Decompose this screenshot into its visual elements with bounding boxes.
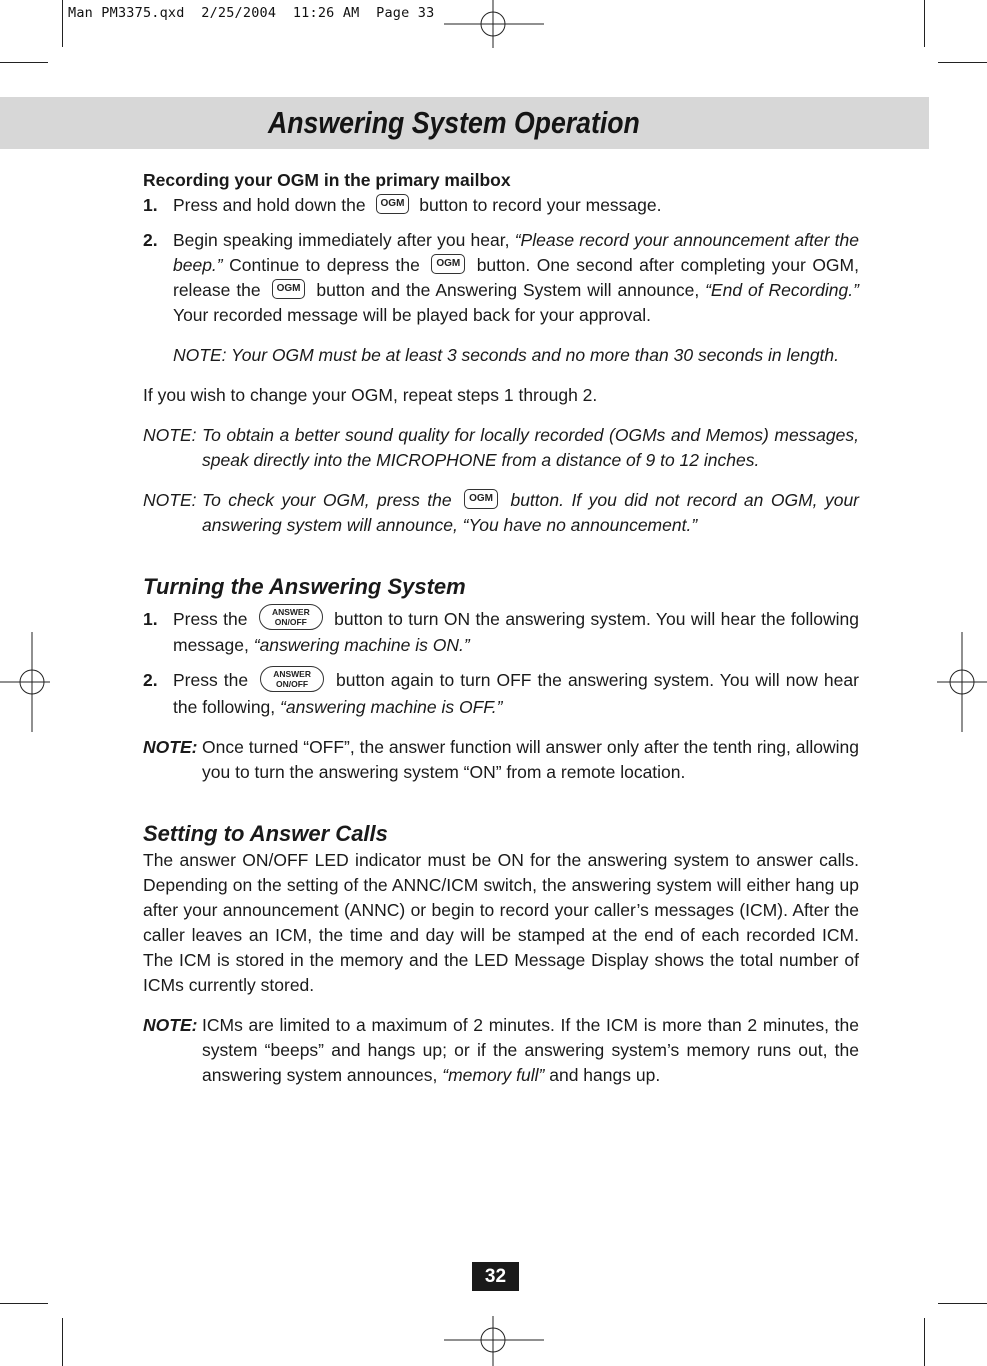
turning-step-2	[143, 668, 859, 719]
setting-body: The answer ON/OFF LED indicator must be ON for the answering system to answer calls. Depending on the setting of the ANNC/ICM switch, the answering system will either hang up after your announcement (ANNC) or begin to record your caller’s messages (ICM). After the caller leaves an ICM, the time and day will be stamped at the end of each recorded ICM. The ICM is stored in the memory and the LED Message Display shows the total number of ICMs currently stored.	[143, 849, 859, 995]
icm-limit-note: NOTE: ICMs are limited to a maximum of 2 minutes. If the ICM is more than 2 minutes, the system “beeps” and hangs up; or if the answering system’s memory runs out, the answering system announces, “memory full” and hangs up.	[143, 1014, 859, 1085]
step-text: Press the ANSWER ON/OFF button again to turn OFF the answering system. You will now hear the following, “answering machine is OFF.”	[173, 668, 859, 719]
crop-mark	[62, 0, 63, 47]
step-number: 1.	[143, 609, 158, 629]
ogm-length-note: NOTE: Your OGM must be at least 3 seconds and no more than 30 seconds in length.	[173, 345, 840, 365]
repeat-instruction: If you wish to change your OGM, repeat steps 1 through 2.	[143, 385, 598, 405]
crop-mark	[938, 62, 987, 63]
ogm-key-icon: OGM	[431, 254, 465, 274]
crop-mark	[62, 1318, 63, 1366]
step-text: Press and hold down the OGM button to record your message.	[173, 195, 662, 215]
answer-on-off-key-icon: ANSWER ON/OFF	[260, 666, 324, 692]
main-content	[143, 168, 859, 1088]
crop-mark	[938, 1303, 987, 1304]
registration-mark-icon	[937, 632, 987, 732]
page-number: 32	[472, 1262, 519, 1291]
step-number: 2.	[143, 230, 158, 250]
crop-mark	[924, 1318, 925, 1366]
registration-mark-icon	[444, 0, 544, 50]
crop-mark	[0, 62, 48, 63]
page-title: Answering System Operation	[268, 105, 640, 140]
step-text: Begin speaking immediately after you hear, “Please record your announcement after the beep.” Continue to depress the OGM button. One second after completing your OGM, release the OGM button and the Answering System will announce, “End of Recording.” Your recorded message will be played back for your approval.	[173, 230, 859, 325]
sound-quality-note: NOTE: To obtain a better sound quality for locally recorded (OGMs and Memos) messages, speak directly into the MICROPHONE from a distance of 9 to 12 inches.	[143, 425, 859, 470]
registration-mark-icon	[444, 1316, 544, 1366]
step-number: 2.	[143, 670, 158, 691]
answer-on-off-key-icon: ANSWER ON/OFF	[259, 604, 323, 630]
ogm-key-icon: OGM	[272, 279, 306, 299]
check-ogm-note: NOTE: To check your OGM, press the OGM button. If you did not record an OGM, your answering system will announce, “You have no announcement.”	[143, 490, 860, 535]
ogm-key-icon: OGM	[376, 194, 410, 214]
ogm-key-icon: OGM	[464, 489, 498, 509]
print-slug: Man PM3375.qxd 2/25/2004 11:26 AM Page 33	[68, 5, 435, 21]
turning-heading: Turning the Answering System	[143, 574, 466, 599]
step-number: 1.	[143, 195, 158, 215]
turning-step-1	[143, 607, 859, 658]
recording-step-1	[143, 193, 859, 218]
crop-mark	[924, 0, 925, 47]
registration-mark-icon	[0, 632, 50, 732]
turn-off-note: NOTE: Once turned “OFF”, the answer function will answer only after the tenth ring, allowing you to turn the answering system “ON” from a remote location.	[143, 736, 859, 782]
step-text: Press the ANSWER ON/OFF button to turn ON the answering system. You will hear the following message, “answering machine is ON.”	[173, 607, 859, 658]
setting-heading: Setting to Answer Calls	[143, 820, 388, 846]
recording-heading: Recording your OGM in the primary mailbox	[143, 170, 511, 190]
crop-mark	[0, 1303, 48, 1304]
recording-step-2	[143, 228, 859, 328]
